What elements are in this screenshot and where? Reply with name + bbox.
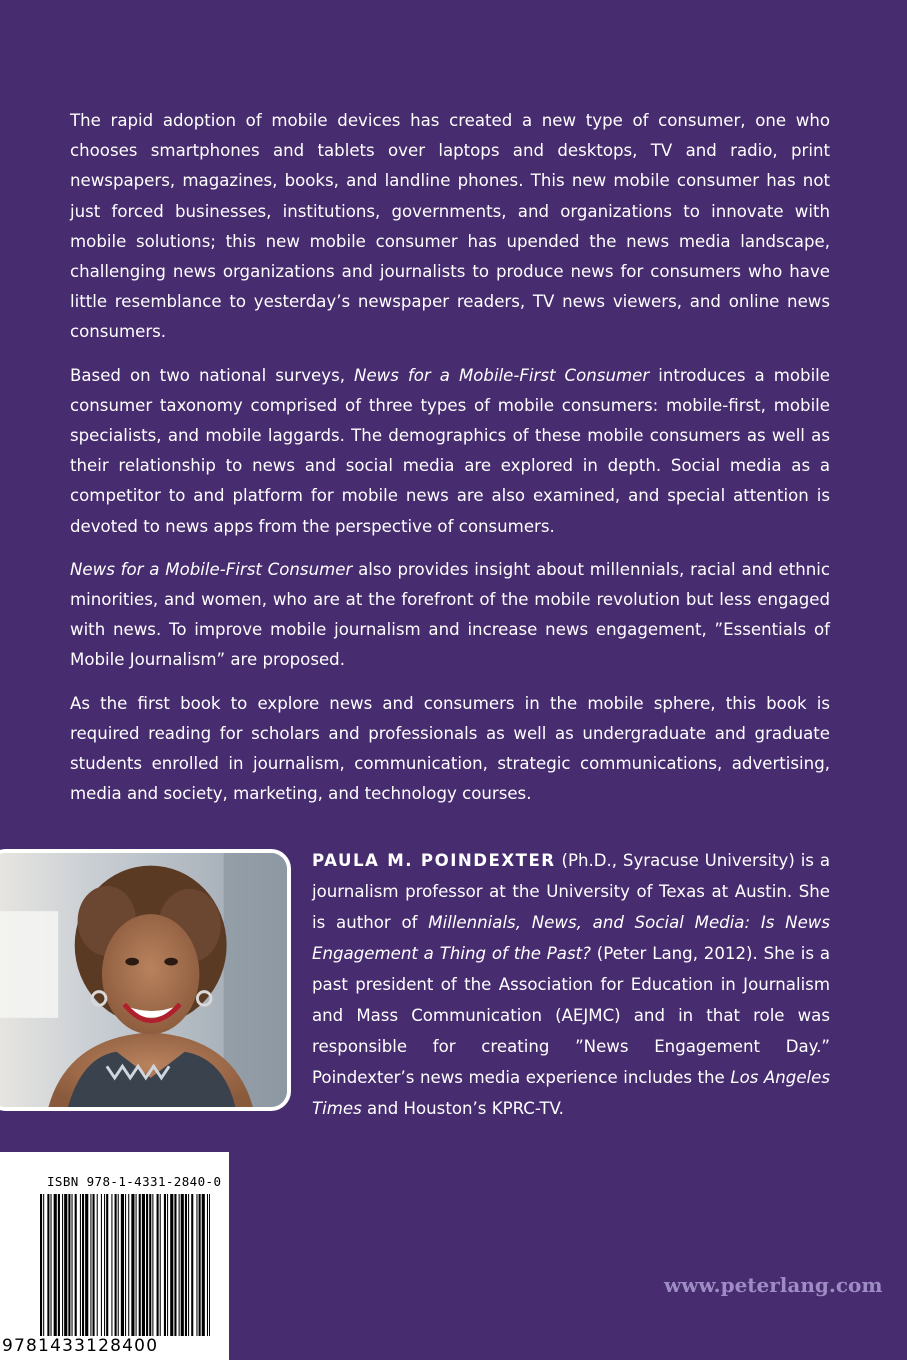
- barcode-panel: [0, 1152, 229, 1360]
- barcode-stripe: [97, 1194, 98, 1336]
- barcode-stripe: [118, 1194, 119, 1336]
- barcode-stripe: [40, 1194, 42, 1336]
- barcode-stripe: [80, 1194, 81, 1336]
- barcode-stripe: [72, 1194, 73, 1336]
- barcode-stripe: [146, 1194, 148, 1336]
- barcode-stripe: [85, 1194, 88, 1336]
- barcode-stripe: [167, 1194, 168, 1336]
- description-paragraph-3: [70, 555, 830, 676]
- barcode-stripe: [199, 1194, 201, 1336]
- barcode-stripe: [62, 1194, 63, 1336]
- description-paragraph-2: [70, 361, 830, 542]
- barcode-stripe: [164, 1194, 166, 1336]
- barcode-number: 9781433128400: [2, 1336, 159, 1356]
- barcode-stripe: [149, 1194, 151, 1336]
- barcode-stripe: [101, 1194, 102, 1336]
- author-portrait-illustration: [0, 853, 287, 1107]
- bio-text-1: (Ph.D., Syracuse University) is a journalism professor at the University of Texas at Austin. She is author of: [312, 851, 830, 932]
- barcode-stripe: [131, 1194, 134, 1336]
- barcode-stripe: [191, 1194, 193, 1336]
- barcode-stripe: [104, 1194, 105, 1336]
- book-title-reference: News for a Mobile-First Consumer: [354, 365, 650, 385]
- barcode-stripe: [58, 1194, 60, 1336]
- barcode-stripe: [111, 1194, 112, 1336]
- barcode-stripe: [160, 1194, 161, 1336]
- barcode-stripe: [54, 1194, 57, 1336]
- author-biography: [312, 845, 830, 1124]
- barcode-stripe: [43, 1194, 44, 1336]
- barcode-stripe: [209, 1194, 210, 1336]
- barcode-stripe: [82, 1194, 84, 1336]
- barcode-stripe: [196, 1194, 197, 1336]
- barcode-stripe: [68, 1194, 70, 1336]
- barcode-stripe: [128, 1194, 129, 1336]
- barcode-stripe: [188, 1194, 189, 1336]
- barcode: [40, 1194, 210, 1336]
- paragraph-2-body: introduces a mobile consumer taxonomy comprised of three types of mobile consumers: mobile-first, mobile specialists, and mobile laggards. The demographics of these mobile consumers as well as their relationship to news and social media are explored in depth. Social media as a competitor to and platform for mobile news are also examined, and special attention is devoted to news apps from the perspective of consumers.: [70, 365, 830, 536]
- barcode-stripe: [185, 1194, 187, 1336]
- barcode-stripe: [207, 1194, 208, 1336]
- barcode-stripe: [174, 1194, 176, 1336]
- barcode-stripe: [64, 1194, 67, 1336]
- publisher-website[interactable]: www.peterlang.com: [664, 1273, 883, 1297]
- barcode-stripe: [202, 1194, 205, 1336]
- barcode-stripe: [142, 1194, 145, 1336]
- paragraph-2-lead: Based on two national surveys,: [70, 365, 355, 385]
- barcode-stripe: [136, 1194, 137, 1336]
- barcode-stripe: [121, 1194, 124, 1336]
- barcode-stripe: [47, 1194, 49, 1336]
- book-title-reference: News for a Mobile-First Consumer: [70, 559, 353, 579]
- bio-text-2: (Peter Lang, 2012). She is a past president of the Association for Education in Journalism and Mass Communication (AEJMC) and in that role was responsible for creating ”News Engagement Day.” Poindexter’s news media experience includes the: [312, 944, 830, 1087]
- author-name: PAULA M. POINDEXTER: [312, 851, 556, 870]
- isbn-label: ISBN 978-1-4331-2840-0: [47, 1174, 222, 1189]
- barcode-stripe: [181, 1194, 184, 1336]
- previous-book-title: Millennials, News, and Social Media: Is News Engagement a Thing of the Past?: [312, 913, 830, 963]
- paragraph-3-body: also provides insight about millennials, racial and ethnic minorities, and women, who are at the forefront of the mobile revolution but less engaged with news. To improve mobile journalism and increase news engagement, ”Essentials of Mobile Journalism” are proposed.: [70, 559, 830, 670]
- barcode-stripe: [152, 1194, 153, 1336]
- barcode-stripe: [51, 1194, 52, 1336]
- barcode-stripe: [90, 1194, 91, 1336]
- barcode-stripe: [106, 1194, 108, 1336]
- barcode-stripe: [179, 1194, 180, 1336]
- barcode-stripe: [157, 1194, 159, 1336]
- barcode-stripe: [125, 1194, 126, 1336]
- book-description: [70, 106, 830, 809]
- barcode-stripe: [75, 1194, 77, 1336]
- description-paragraph-1: The rapid adoption of mobile devices has created a new type of consumer, one who chooses smartphones and tablets over laptops and desktops, TV and radio, print newspapers, magazines, books, and landline phones. This new mobile consumer has not just forced businesses, institutions, governments, and organizations to innovate with mobile solutions; this new mobile consumer has upended the news media landscape, challenging news organizations and journalists to produce news for consumers who have little resemblance to yesterday’s newspaper readers, TV news viewers, and online news consumers.: [70, 111, 830, 342]
- newspaper-name: Los Angeles Times: [312, 1068, 830, 1118]
- barcode-stripe: [170, 1194, 173, 1336]
- barcode-stripe: [139, 1194, 141, 1336]
- barcode-stripe: [115, 1194, 117, 1336]
- bio-text-3: and Houston’s KPRC-TV.: [361, 1099, 564, 1118]
- description-paragraph-4: As the first book to explore news and consumers in the mobile sphere, this book is required reading for scholars and professionals as well as undergraduate and graduate students enrolled in journalism, communication, strategic communications, advertising, media and society, marketing, and technology courses.: [70, 693, 830, 804]
- author-photo: [0, 849, 291, 1111]
- barcode-stripe: [93, 1194, 95, 1336]
